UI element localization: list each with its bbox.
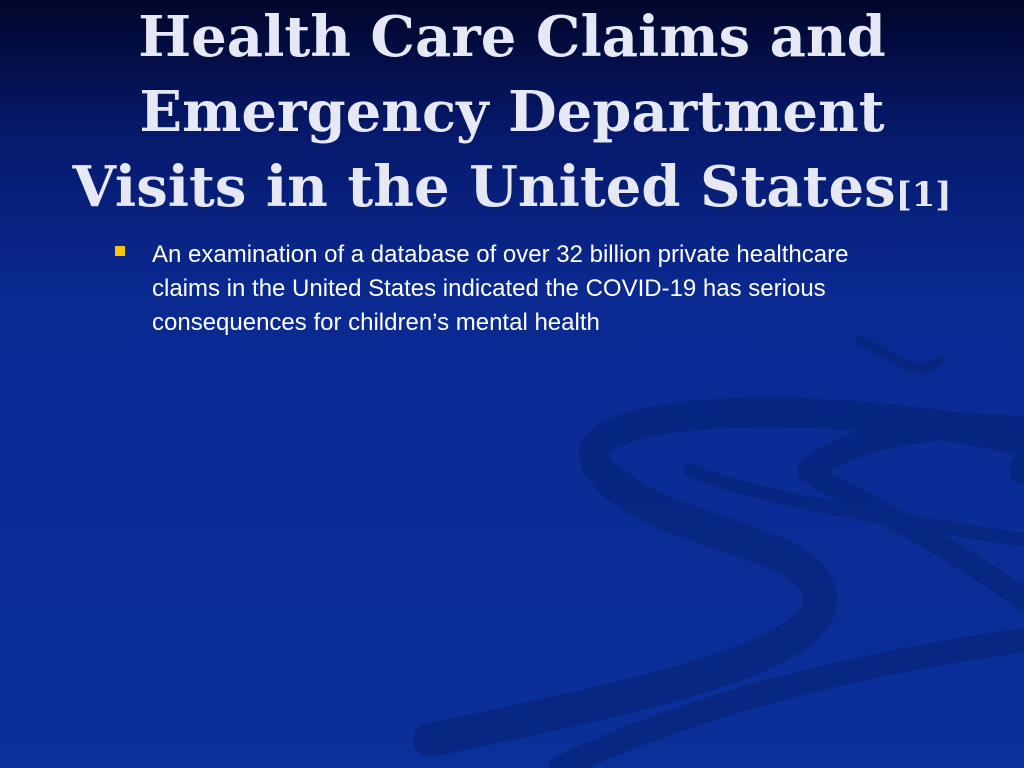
slide-title <box>40 0 984 233</box>
slide-title-line-3 <box>40 150 984 233</box>
slide-title-line-1: Health Care Claims and <box>138 4 886 70</box>
bullet-text: An examination of a database of over 32 billion private healthcare claims in the United States indicated the COVID-19 has serious consequences for children’s mental health <box>152 241 849 336</box>
square-bullet-icon <box>115 246 125 256</box>
slide-title-line-3-text: Visits in the United States <box>72 154 896 220</box>
title-reference-marker: [1] <box>895 175 952 215</box>
slide-title-line-2: Emergency Department <box>139 79 885 145</box>
bullet-list <box>115 238 905 340</box>
bullet-item <box>115 238 905 340</box>
